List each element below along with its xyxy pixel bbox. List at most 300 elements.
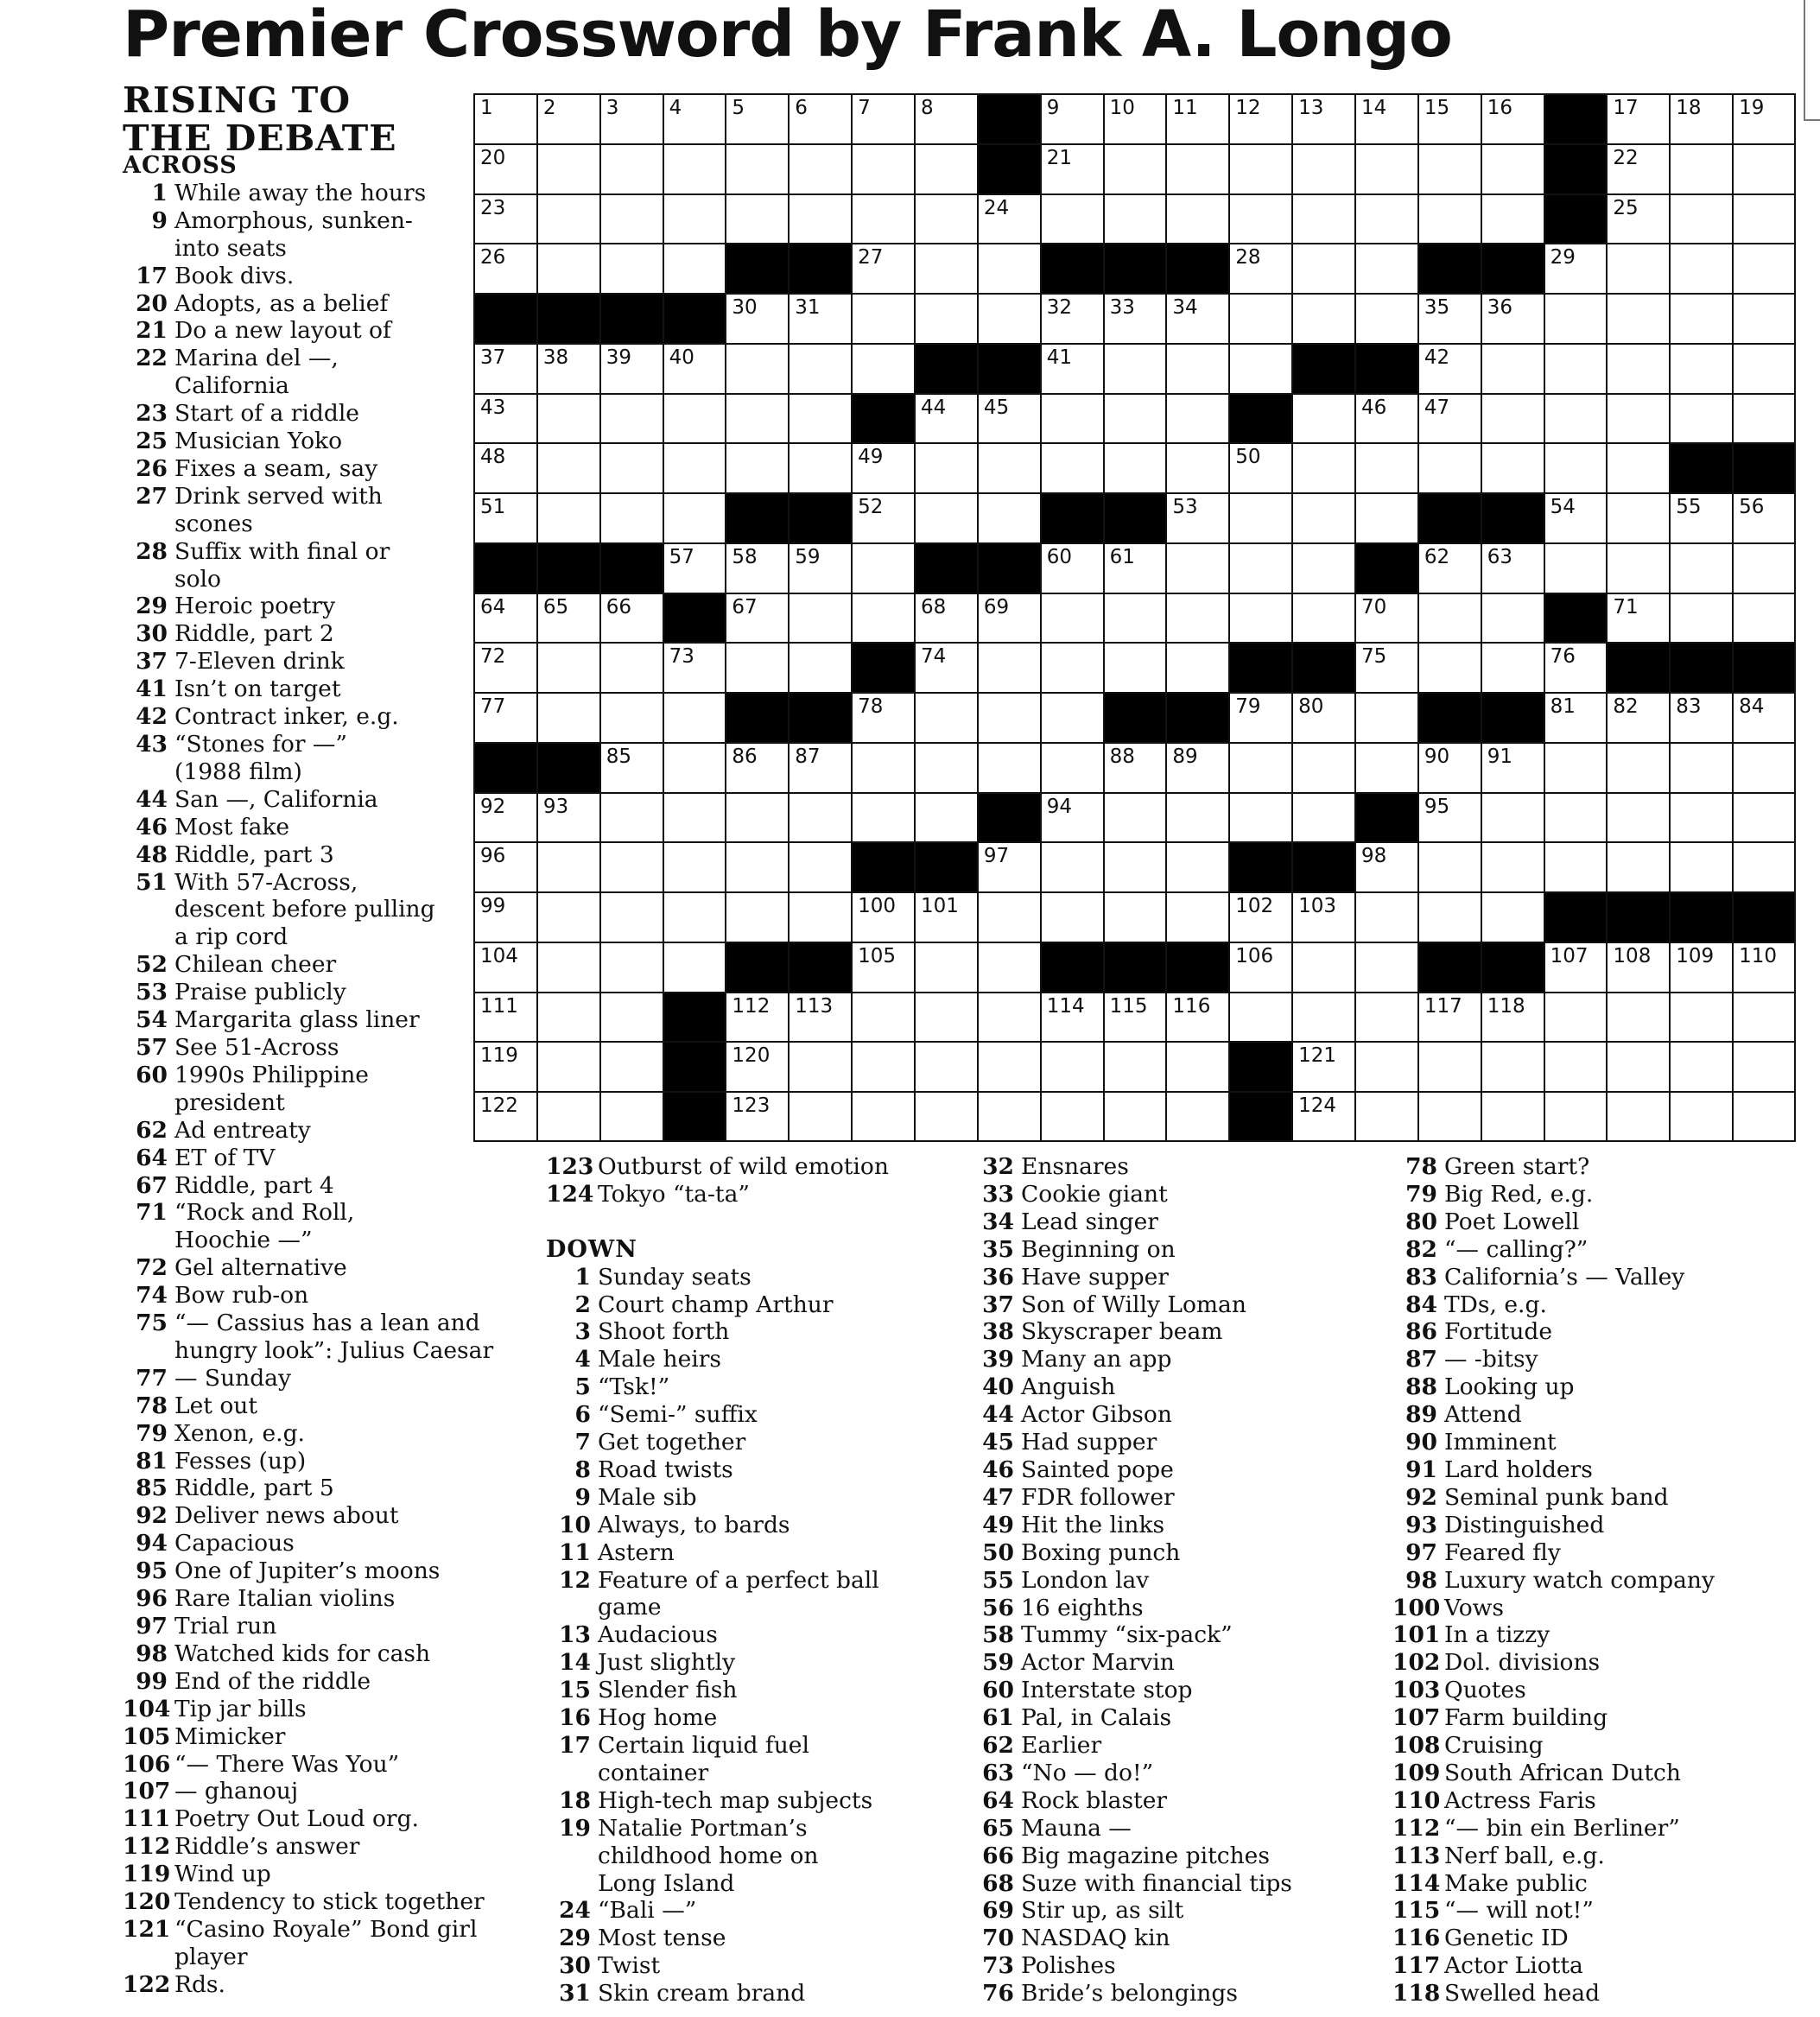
grid-cell[interactable]	[1228, 293, 1291, 343]
grid-cell[interactable]	[663, 442, 726, 492]
grid-cell[interactable]	[1544, 792, 1607, 842]
grid-cell[interactable]	[1417, 642, 1481, 692]
grid-cell[interactable]	[1291, 992, 1354, 1042]
grid-cell[interactable]	[1481, 792, 1544, 842]
grid-cell[interactable]	[788, 343, 851, 393]
grid-cell[interactable]	[1669, 742, 1732, 792]
grid-cell[interactable]	[977, 692, 1040, 742]
grid-cell[interactable]	[1291, 492, 1354, 542]
grid-cell[interactable]	[1165, 393, 1228, 443]
grid-cell[interactable]	[1228, 343, 1291, 393]
grid-cell[interactable]	[1040, 642, 1103, 692]
grid-cell[interactable]	[1103, 93, 1166, 143]
grid-cell[interactable]	[599, 593, 663, 643]
grid-cell[interactable]	[1544, 692, 1607, 742]
grid-cell[interactable]	[536, 93, 599, 143]
grid-cell[interactable]	[977, 243, 1040, 293]
grid-cell[interactable]	[536, 891, 599, 942]
grid-cell[interactable]	[1103, 143, 1166, 193]
grid-cell[interactable]	[788, 992, 851, 1042]
grid-cell[interactable]	[1417, 193, 1481, 244]
grid-cell[interactable]	[1103, 1041, 1166, 1091]
grid-cell[interactable]	[1732, 143, 1795, 193]
grid-cell[interactable]	[725, 1091, 788, 1141]
grid-cell[interactable]	[1228, 93, 1291, 143]
grid-cell[interactable]	[536, 642, 599, 692]
grid-cell[interactable]	[1354, 942, 1417, 992]
grid-cell[interactable]	[663, 193, 726, 244]
grid-cell[interactable]	[1228, 542, 1291, 593]
grid-cell[interactable]	[1291, 542, 1354, 593]
grid-cell[interactable]	[1354, 1041, 1417, 1091]
grid-cell[interactable]	[1291, 393, 1354, 443]
grid-cell[interactable]	[1606, 143, 1669, 193]
grid-cell[interactable]	[599, 193, 663, 244]
grid-cell[interactable]	[1669, 593, 1732, 643]
grid-cell[interactable]	[1732, 1091, 1795, 1141]
grid-cell[interactable]	[1354, 992, 1417, 1042]
grid-cell[interactable]	[1481, 343, 1544, 393]
grid-cell[interactable]	[1228, 492, 1291, 542]
grid-cell[interactable]	[977, 193, 1040, 244]
grid-cell[interactable]	[725, 393, 788, 443]
grid-cell[interactable]	[1417, 841, 1481, 891]
grid-cell[interactable]	[536, 492, 599, 542]
grid-cell[interactable]	[788, 193, 851, 244]
grid-cell[interactable]	[851, 492, 914, 542]
grid-cell[interactable]	[1228, 942, 1291, 992]
grid-cell[interactable]	[914, 243, 977, 293]
grid-cell[interactable]	[1103, 792, 1166, 842]
grid-cell[interactable]	[1228, 742, 1291, 792]
grid-cell[interactable]	[1291, 293, 1354, 343]
grid-cell[interactable]	[914, 891, 977, 942]
grid-cell[interactable]	[1417, 393, 1481, 443]
grid-cell[interactable]	[1481, 642, 1544, 692]
grid-cell[interactable]	[663, 143, 726, 193]
grid-cell[interactable]	[851, 293, 914, 343]
grid-cell[interactable]	[1103, 1091, 1166, 1141]
grid-cell[interactable]	[1669, 343, 1732, 393]
grid-cell[interactable]	[1354, 442, 1417, 492]
grid-cell[interactable]	[914, 792, 977, 842]
grid-cell[interactable]	[851, 343, 914, 393]
grid-cell[interactable]	[599, 742, 663, 792]
grid-cell[interactable]	[1040, 992, 1103, 1042]
grid-cell[interactable]	[1228, 692, 1291, 742]
grid-cell[interactable]	[1291, 243, 1354, 293]
grid-cell[interactable]	[599, 891, 663, 942]
grid-cell[interactable]	[1103, 343, 1166, 393]
grid-cell[interactable]	[1291, 942, 1354, 992]
grid-cell[interactable]	[1544, 942, 1607, 992]
grid-cell[interactable]	[1040, 792, 1103, 842]
grid-cell[interactable]	[536, 1041, 599, 1091]
grid-cell[interactable]	[1165, 1041, 1228, 1091]
grid-cell[interactable]	[1544, 1041, 1607, 1091]
grid-cell[interactable]	[1669, 1091, 1732, 1141]
grid-cell[interactable]	[1417, 143, 1481, 193]
grid-cell[interactable]	[599, 1091, 663, 1141]
grid-cell[interactable]	[536, 692, 599, 742]
grid-cell[interactable]	[1354, 692, 1417, 742]
grid-cell[interactable]	[1417, 1091, 1481, 1141]
grid-cell[interactable]	[1165, 93, 1228, 143]
grid-cell[interactable]	[1481, 742, 1544, 792]
grid-cell[interactable]	[1669, 492, 1732, 542]
grid-cell[interactable]	[1417, 742, 1481, 792]
grid-cell[interactable]	[599, 642, 663, 692]
grid-cell[interactable]	[851, 542, 914, 593]
grid-cell[interactable]	[851, 442, 914, 492]
grid-cell[interactable]	[1040, 393, 1103, 443]
grid-cell[interactable]	[914, 642, 977, 692]
grid-cell[interactable]	[1732, 293, 1795, 343]
grid-cell[interactable]	[1354, 642, 1417, 692]
grid-cell[interactable]	[1417, 542, 1481, 593]
grid-cell[interactable]	[851, 692, 914, 742]
grid-cell[interactable]	[1291, 593, 1354, 643]
grid-cell[interactable]	[1732, 792, 1795, 842]
grid-cell[interactable]	[1040, 692, 1103, 742]
grid-cell[interactable]	[1544, 841, 1607, 891]
grid-cell[interactable]	[914, 992, 977, 1042]
grid-cell[interactable]	[725, 93, 788, 143]
grid-cell[interactable]	[851, 1091, 914, 1141]
grid-cell[interactable]	[599, 93, 663, 143]
grid-cell[interactable]	[1544, 492, 1607, 542]
grid-cell[interactable]	[1481, 193, 1544, 244]
grid-cell[interactable]	[536, 393, 599, 443]
grid-cell[interactable]	[1606, 343, 1669, 393]
grid-cell[interactable]	[536, 942, 599, 992]
grid-cell[interactable]	[1544, 642, 1607, 692]
grid-cell[interactable]	[1732, 243, 1795, 293]
grid-cell[interactable]	[536, 841, 599, 891]
grid-cell[interactable]	[788, 143, 851, 193]
grid-cell[interactable]	[1291, 792, 1354, 842]
grid-cell[interactable]	[1228, 193, 1291, 244]
grid-cell[interactable]	[914, 742, 977, 792]
grid-cell[interactable]	[536, 1091, 599, 1141]
grid-cell[interactable]	[1481, 293, 1544, 343]
grid-cell[interactable]	[1544, 442, 1607, 492]
grid-cell[interactable]	[1354, 891, 1417, 942]
grid-cell[interactable]	[1354, 393, 1417, 443]
grid-cell[interactable]	[977, 742, 1040, 792]
grid-cell[interactable]	[1481, 841, 1544, 891]
grid-cell[interactable]	[1165, 742, 1228, 792]
grid-cell[interactable]	[1544, 243, 1607, 293]
grid-cell[interactable]	[1544, 393, 1607, 443]
grid-cell[interactable]	[1669, 692, 1732, 742]
grid-cell[interactable]	[725, 193, 788, 244]
grid-cell[interactable]	[1732, 343, 1795, 393]
grid-cell[interactable]	[1165, 992, 1228, 1042]
grid-cell[interactable]	[1606, 442, 1669, 492]
grid-cell[interactable]	[977, 891, 1040, 942]
grid-cell[interactable]	[914, 143, 977, 193]
grid-cell[interactable]	[599, 393, 663, 443]
grid-cell[interactable]	[1417, 442, 1481, 492]
grid-cell[interactable]	[1732, 841, 1795, 891]
grid-cell[interactable]	[851, 992, 914, 1042]
grid-cell[interactable]	[851, 942, 914, 992]
grid-cell[interactable]	[1165, 293, 1228, 343]
grid-cell[interactable]	[914, 492, 977, 542]
grid-cell[interactable]	[1354, 742, 1417, 792]
grid-cell[interactable]	[788, 792, 851, 842]
grid-cell[interactable]	[1165, 492, 1228, 542]
grid-cell[interactable]	[1732, 492, 1795, 542]
grid-cell[interactable]	[1481, 542, 1544, 593]
grid-cell[interactable]	[1606, 742, 1669, 792]
grid-cell[interactable]	[1732, 193, 1795, 244]
grid-cell[interactable]	[1103, 542, 1166, 593]
grid-cell[interactable]	[1732, 692, 1795, 742]
grid-cell[interactable]	[1481, 992, 1544, 1042]
grid-cell[interactable]	[977, 992, 1040, 1042]
grid-cell[interactable]	[1732, 742, 1795, 792]
grid-cell[interactable]	[1040, 1091, 1103, 1141]
grid-cell[interactable]	[725, 642, 788, 692]
grid-cell[interactable]	[599, 492, 663, 542]
grid-cell[interactable]	[1103, 642, 1166, 692]
grid-cell[interactable]	[1291, 1091, 1354, 1141]
grid-cell[interactable]	[1669, 841, 1732, 891]
grid-cell[interactable]	[1103, 891, 1166, 942]
grid-cell[interactable]	[1103, 193, 1166, 244]
grid-cell[interactable]	[725, 1041, 788, 1091]
grid-cell[interactable]	[1732, 1041, 1795, 1091]
grid-cell[interactable]	[1417, 792, 1481, 842]
grid-cell[interactable]	[914, 1041, 977, 1091]
grid-cell[interactable]	[1291, 1041, 1354, 1091]
grid-cell[interactable]	[1040, 542, 1103, 593]
grid-cell[interactable]	[1228, 891, 1291, 942]
grid-cell[interactable]	[1732, 992, 1795, 1042]
grid-cell[interactable]	[1606, 1041, 1669, 1091]
grid-cell[interactable]	[1165, 891, 1228, 942]
grid-cell[interactable]	[977, 1091, 1040, 1141]
grid-cell[interactable]	[1040, 841, 1103, 891]
grid-cell[interactable]	[1732, 942, 1795, 992]
grid-cell[interactable]	[1606, 593, 1669, 643]
grid-cell[interactable]	[788, 742, 851, 792]
grid-cell[interactable]	[725, 792, 788, 842]
grid-cell[interactable]	[1291, 891, 1354, 942]
grid-cell[interactable]	[1481, 891, 1544, 942]
grid-cell[interactable]	[1606, 93, 1669, 143]
grid-cell[interactable]	[1606, 1091, 1669, 1141]
grid-cell[interactable]	[1481, 393, 1544, 443]
grid-cell[interactable]	[1669, 193, 1732, 244]
grid-cell[interactable]	[1669, 143, 1732, 193]
grid-cell[interactable]	[1732, 593, 1795, 643]
grid-cell[interactable]	[1606, 992, 1669, 1042]
grid-cell[interactable]	[788, 393, 851, 443]
grid-cell[interactable]	[1544, 992, 1607, 1042]
grid-cell[interactable]	[536, 343, 599, 393]
grid-cell[interactable]	[1040, 93, 1103, 143]
grid-cell[interactable]	[1481, 593, 1544, 643]
grid-cell[interactable]	[599, 792, 663, 842]
grid-cell[interactable]	[663, 942, 726, 992]
grid-cell[interactable]	[1165, 143, 1228, 193]
grid-cell[interactable]	[788, 542, 851, 593]
grid-cell[interactable]	[1165, 1091, 1228, 1141]
grid-cell[interactable]	[1103, 742, 1166, 792]
grid-cell[interactable]	[1228, 593, 1291, 643]
grid-cell[interactable]	[599, 442, 663, 492]
grid-cell[interactable]	[663, 841, 726, 891]
grid-cell[interactable]	[725, 143, 788, 193]
grid-cell[interactable]	[1606, 841, 1669, 891]
grid-cell[interactable]	[851, 243, 914, 293]
grid-cell[interactable]	[1165, 343, 1228, 393]
grid-cell[interactable]	[1417, 293, 1481, 343]
grid-cell[interactable]	[1165, 792, 1228, 842]
grid-cell[interactable]	[851, 792, 914, 842]
grid-cell[interactable]	[599, 343, 663, 393]
grid-cell[interactable]	[1417, 891, 1481, 942]
grid-cell[interactable]	[536, 143, 599, 193]
grid-cell[interactable]	[914, 442, 977, 492]
grid-cell[interactable]	[1040, 193, 1103, 244]
grid-cell[interactable]	[536, 593, 599, 643]
grid-cell[interactable]	[788, 442, 851, 492]
grid-cell[interactable]	[1669, 792, 1732, 842]
grid-cell[interactable]	[1544, 1091, 1607, 1141]
grid-cell[interactable]	[1040, 143, 1103, 193]
grid-cell[interactable]	[1669, 1041, 1732, 1091]
grid-cell[interactable]	[1040, 891, 1103, 942]
grid-cell[interactable]	[977, 293, 1040, 343]
grid-cell[interactable]	[725, 742, 788, 792]
grid-cell[interactable]	[1606, 792, 1669, 842]
grid-cell[interactable]	[1544, 343, 1607, 393]
grid-cell[interactable]	[851, 93, 914, 143]
grid-cell[interactable]	[977, 942, 1040, 992]
grid-cell[interactable]	[1481, 143, 1544, 193]
grid-cell[interactable]	[1417, 1041, 1481, 1091]
grid-cell[interactable]	[663, 642, 726, 692]
grid-cell[interactable]	[725, 343, 788, 393]
grid-cell[interactable]	[851, 891, 914, 942]
grid-cell[interactable]	[1228, 792, 1291, 842]
grid-cell[interactable]	[1103, 841, 1166, 891]
grid-cell[interactable]	[663, 891, 726, 942]
grid-cell[interactable]	[663, 343, 726, 393]
grid-cell[interactable]	[536, 992, 599, 1042]
grid-cell[interactable]	[914, 193, 977, 244]
grid-cell[interactable]	[851, 1041, 914, 1091]
grid-cell[interactable]	[725, 841, 788, 891]
grid-cell[interactable]	[1481, 1091, 1544, 1141]
grid-cell[interactable]	[914, 93, 977, 143]
grid-cell[interactable]	[914, 293, 977, 343]
grid-cell[interactable]	[788, 1091, 851, 1141]
grid-cell[interactable]	[914, 393, 977, 443]
grid-cell[interactable]	[1669, 393, 1732, 443]
grid-cell[interactable]	[1228, 143, 1291, 193]
grid-cell[interactable]	[1103, 442, 1166, 492]
grid-cell[interactable]	[1103, 593, 1166, 643]
grid-cell[interactable]	[1228, 442, 1291, 492]
grid-cell[interactable]	[1354, 1091, 1417, 1141]
grid-cell[interactable]	[1040, 593, 1103, 643]
grid-cell[interactable]	[788, 93, 851, 143]
grid-cell[interactable]	[1669, 542, 1732, 593]
grid-cell[interactable]	[1669, 93, 1732, 143]
grid-cell[interactable]	[1606, 942, 1669, 992]
grid-cell[interactable]	[977, 1041, 1040, 1091]
grid-cell[interactable]	[1732, 393, 1795, 443]
grid-cell[interactable]	[851, 593, 914, 643]
grid-cell[interactable]	[1040, 293, 1103, 343]
grid-cell[interactable]	[788, 593, 851, 643]
grid-cell[interactable]	[725, 992, 788, 1042]
grid-cell[interactable]	[536, 792, 599, 842]
grid-cell[interactable]	[663, 692, 726, 742]
grid-cell[interactable]	[1732, 93, 1795, 143]
grid-cell[interactable]	[1606, 492, 1669, 542]
grid-cell[interactable]	[663, 542, 726, 593]
grid-cell[interactable]	[788, 1041, 851, 1091]
grid-cell[interactable]	[536, 193, 599, 244]
grid-cell[interactable]	[599, 243, 663, 293]
grid-cell[interactable]	[1481, 93, 1544, 143]
grid-cell[interactable]	[1165, 642, 1228, 692]
grid-cell[interactable]	[1354, 243, 1417, 293]
grid-cell[interactable]	[1544, 742, 1607, 792]
grid-cell[interactable]	[725, 891, 788, 942]
grid-cell[interactable]	[1291, 742, 1354, 792]
grid-cell[interactable]	[1669, 293, 1732, 343]
grid-cell[interactable]	[473, 93, 536, 143]
grid-cell[interactable]	[1354, 593, 1417, 643]
grid-cell[interactable]	[788, 891, 851, 942]
grid-cell[interactable]	[1417, 992, 1481, 1042]
grid-cell[interactable]	[1606, 542, 1669, 593]
grid-cell[interactable]	[1165, 841, 1228, 891]
grid-cell[interactable]	[599, 692, 663, 742]
grid-cell[interactable]	[914, 692, 977, 742]
grid-cell[interactable]	[663, 393, 726, 443]
grid-cell[interactable]	[1103, 393, 1166, 443]
grid-cell[interactable]	[1417, 343, 1481, 393]
grid-cell[interactable]	[725, 593, 788, 643]
grid-cell[interactable]	[1040, 742, 1103, 792]
grid-cell[interactable]	[1040, 442, 1103, 492]
grid-cell[interactable]	[977, 642, 1040, 692]
grid-cell[interactable]	[1606, 193, 1669, 244]
grid-cell[interactable]	[1165, 593, 1228, 643]
grid-cell[interactable]	[1669, 992, 1732, 1042]
grid-cell[interactable]	[977, 841, 1040, 891]
grid-cell[interactable]	[788, 293, 851, 343]
grid-cell[interactable]	[1354, 293, 1417, 343]
grid-cell[interactable]	[1291, 193, 1354, 244]
grid-cell[interactable]	[1481, 442, 1544, 492]
grid-cell[interactable]	[1291, 692, 1354, 742]
grid-cell[interactable]	[977, 593, 1040, 643]
grid-cell[interactable]	[599, 143, 663, 193]
grid-cell[interactable]	[977, 393, 1040, 443]
grid-cell[interactable]	[1165, 542, 1228, 593]
grid-cell[interactable]	[1544, 542, 1607, 593]
grid-cell[interactable]	[599, 942, 663, 992]
